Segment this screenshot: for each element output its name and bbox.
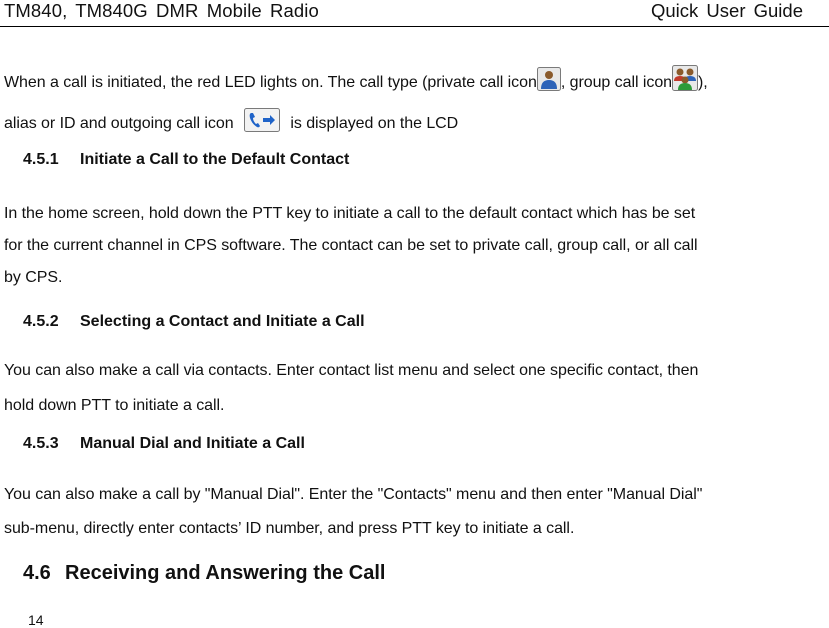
section-title: Selecting a Contact and Initiate a Call bbox=[80, 313, 365, 330]
intro-line-2 bbox=[4, 108, 458, 143]
header-title: TM840, TM840G DMR Mobile Radio bbox=[4, 0, 319, 21]
paragraph-line: You can also make a call via contacts. Enter contact list menu and select one specific contact, then bbox=[4, 362, 699, 379]
private-call-icon bbox=[537, 67, 561, 102]
group-call-icon bbox=[672, 65, 698, 102]
intro-text: ), bbox=[698, 74, 708, 91]
section-heading bbox=[23, 313, 365, 331]
section-heading bbox=[23, 151, 349, 169]
chapter-heading bbox=[23, 562, 385, 585]
paragraph-line: hold down PTT to initiate a call. bbox=[4, 397, 225, 414]
header-divider bbox=[0, 26, 829, 27]
intro-text: When a call is initiated, the red LED lights on. The call type (private call icon bbox=[4, 74, 537, 91]
intro-text: is displayed on the LCD bbox=[285, 115, 459, 132]
paragraph-line: You can also make a call by "Manual Dial". Enter the "Contacts" menu and then enter "Manual Dial" bbox=[4, 486, 703, 503]
section-number: 4.5.1 bbox=[23, 151, 59, 168]
intro-line-1 bbox=[4, 65, 708, 102]
chapter-number: 4.6 bbox=[23, 562, 51, 584]
paragraph-line: by CPS. bbox=[4, 269, 63, 286]
section-title: Initiate a Call to the Default Contact bbox=[80, 151, 350, 168]
paragraph-line: for the current channel in CPS software. The contact can be set to private call, group call, or all call bbox=[4, 237, 698, 254]
paragraph-line: sub-menu, directly enter contacts’ ID number, and press PTT key to initiate a call. bbox=[4, 520, 575, 537]
section-number: 4.5.2 bbox=[23, 313, 59, 330]
outgoing-call-icon bbox=[244, 108, 280, 143]
chapter-title: Receiving and Answering the Call bbox=[65, 562, 386, 584]
intro-text: , group call icon bbox=[560, 74, 673, 91]
section-heading bbox=[23, 435, 305, 453]
section-title: Manual Dial and Initiate a Call bbox=[80, 435, 305, 452]
section-number: 4.5.3 bbox=[23, 435, 59, 452]
header-guide-name: Quick User Guide bbox=[651, 0, 803, 21]
page-number: 14 bbox=[28, 612, 44, 628]
intro-text: alias or ID and outgoing call icon bbox=[4, 115, 238, 132]
paragraph-line: In the home screen, hold down the PTT key to initiate a call to the default contact which has be set bbox=[4, 205, 696, 222]
